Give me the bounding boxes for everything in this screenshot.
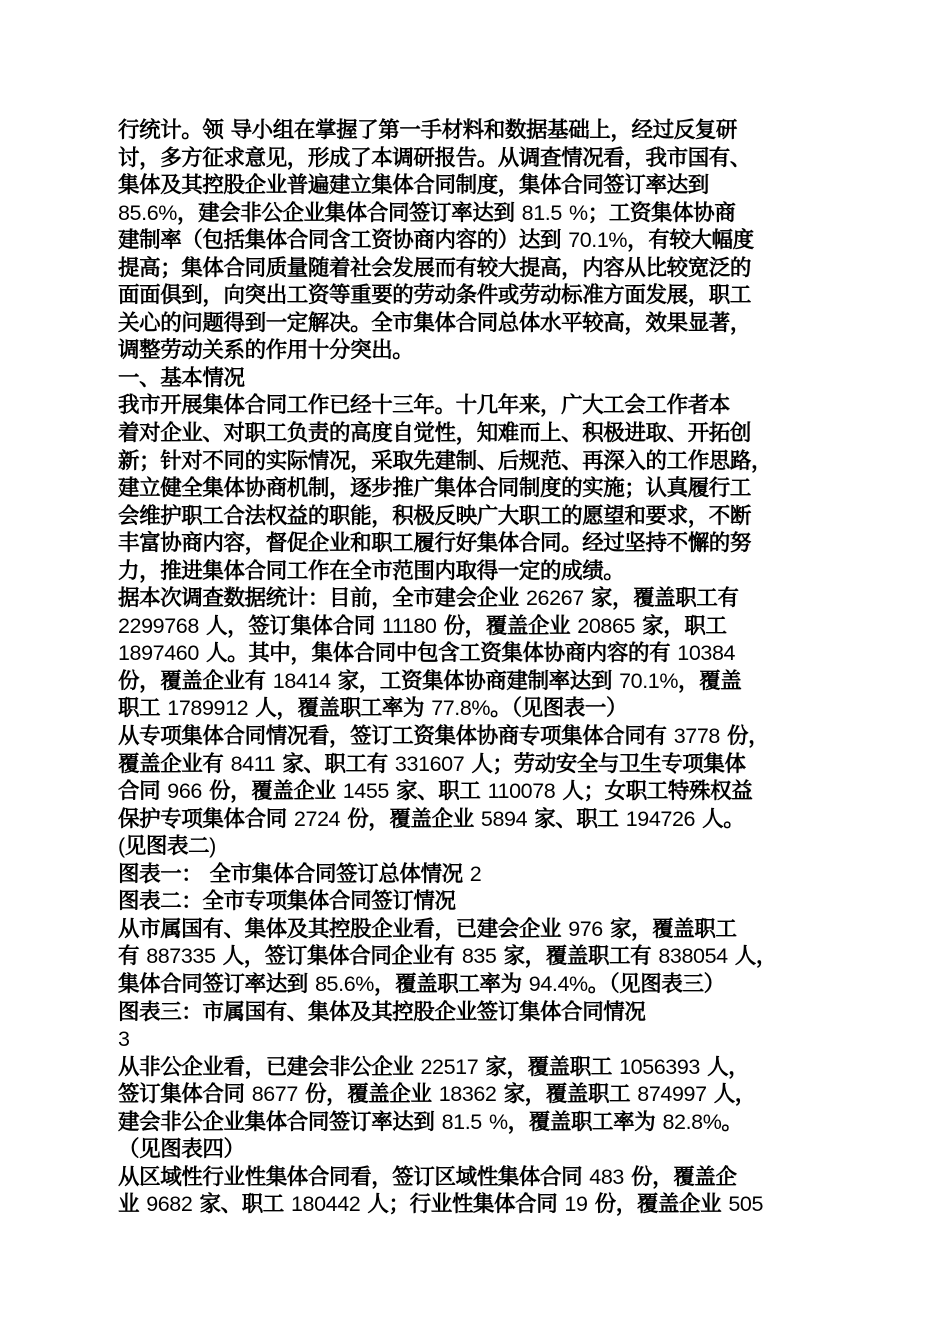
text-line-32: 集体合同签订率达到 85.6%，覆盖职工率为 94.4%。（见图表三） (118, 971, 725, 997)
text-line-2: 讨，多方征求意见，形成了本调研报告。从调查情况看，我市国有、 (118, 145, 752, 171)
text-line-39: 从区域性行业性集体合同看，签订区域性集体合同 483 份，覆盖企 (118, 1164, 737, 1190)
text-line-12: 着对企业、对职工负责的高度自觉性，知难而上、积极进取、开拓创 (118, 421, 752, 447)
text-line-4: 85.6%，建会非公企业集体合同签订率达到 81.5 %；工资集体协商 (118, 200, 736, 226)
text-line-20: 1897460 人。其中，集体合同中包含工资集体协商内容的有 10384 (118, 641, 736, 667)
document-page (118, 117, 858, 1219)
text-line-21: 份，覆盖企业有 18414 家，工资集体协商建制率达到 70.1%，覆盖 (118, 668, 742, 694)
text-line-23: 从专项集体合同情况看，签订工资集体协商专项集体合同有 3778 份， (118, 724, 770, 750)
text-line-13: 新；针对不同的实际情况，采取先建制、后规范、再深入的工作思路， (118, 448, 773, 474)
text-line-9: 调整劳动关系的作用十分突出。 (118, 338, 414, 364)
page-marker: 3 (118, 1027, 130, 1052)
text-line-27: (见图表二) (118, 834, 216, 860)
text-line-38: （见图表四） (118, 1137, 245, 1163)
text-line-19: 2299768 人，签订集体合同 11180 份，覆盖企业 20865 家，职工 (118, 613, 727, 639)
text-line-22: 职工 1789912 人，覆盖职工率为 77.8%。（见图表一） (118, 696, 628, 722)
text-line-36: 签订集体合同 8677 份，覆盖企业 18362 家，覆盖职工 874997 人， (118, 1082, 756, 1108)
text-line-17: 力，推进集体合同工作在全市范围内取得一定的成绩。 (118, 558, 625, 584)
text-line-25: 合同 966 份，覆盖企业 1455 家、职工 110078 人；女职工特殊权益 (118, 779, 753, 805)
text-line-3: 集体及其控股企业普遍建立集体合同制度，集体合同签订率达到 (118, 173, 709, 199)
figure-caption-3: 图表三：市属国有、集体及其控股企业签订集体合同情况 (118, 999, 646, 1025)
text-line-11: 我市开展集体合同工作已经十三年。十几年来，广大工会工作者本 (118, 393, 730, 419)
figure-caption-2: 图表二：全市专项集体合同签订情况 (118, 889, 456, 915)
text-line-35: 从非公企业看，已建会非公企业 22517 家，覆盖职工 1056393 人， (118, 1054, 750, 1080)
text-line-37: 建会非公企业集体合同签订率达到 81.5 %，覆盖职工率为 82.8%。 (118, 1109, 743, 1135)
text-line-15: 会维护职工合法权益的职能，积极反映广大职工的愿望和要求，不断 (118, 503, 752, 529)
text-line-16: 丰富协商内容，督促企业和职工履行好集体合同。经过坚持不懈的努 (118, 531, 752, 557)
text-line-6: 提高；集体合同质量随着社会发展而有较大提高，内容从比较宽泛的 (118, 255, 752, 281)
section-heading: 一、基本情况 (118, 365, 245, 391)
text-line-30: 从市属国有、集体及其控股企业看，已建会企业 976 家，覆盖职工 (118, 916, 737, 942)
text-line-8: 关心的问题得到一定解决。全市集体合同总体水平较高，效果显著， (118, 310, 752, 336)
text-line-7: 面面俱到，向突出工资等重要的劳动条件或劳动标准方面发展，职工 (118, 283, 752, 309)
text-line-1: 行统计。领 导小组在掌握了第一手材料和数据基础上，经过反复研 (118, 118, 737, 143)
figure-caption-1: 图表一： 全市集体合同签订总体情况 2 (118, 861, 482, 887)
text-line-40: 业 9682 家、职工 180442 人；行业性集体合同 19 份，覆盖企业 505 (118, 1192, 763, 1218)
text-line-31: 有 887335 人，签订集体合同企业有 835 家，覆盖职工有 838054 人， (118, 944, 777, 970)
text-line-14: 建立健全集体协商机制，逐步推广集体合同制度的实施；认真履行工 (118, 476, 752, 502)
text-line-24: 覆盖企业有 8411 家、职工有 331607 人；劳动安全与卫生专项集体 (118, 751, 746, 777)
text-line-18: 据本次调查数据统计：目前，全市建会企业 26267 家，覆盖职工有 (118, 586, 739, 612)
text-line-26: 保护专项集体合同 2724 份，覆盖企业 5894 家、职工 194726 人。 (118, 806, 745, 832)
text-line-5: 建制率（包括集体合同含工资协商内容的）达到 70.1%，有较大幅度 (118, 228, 754, 254)
